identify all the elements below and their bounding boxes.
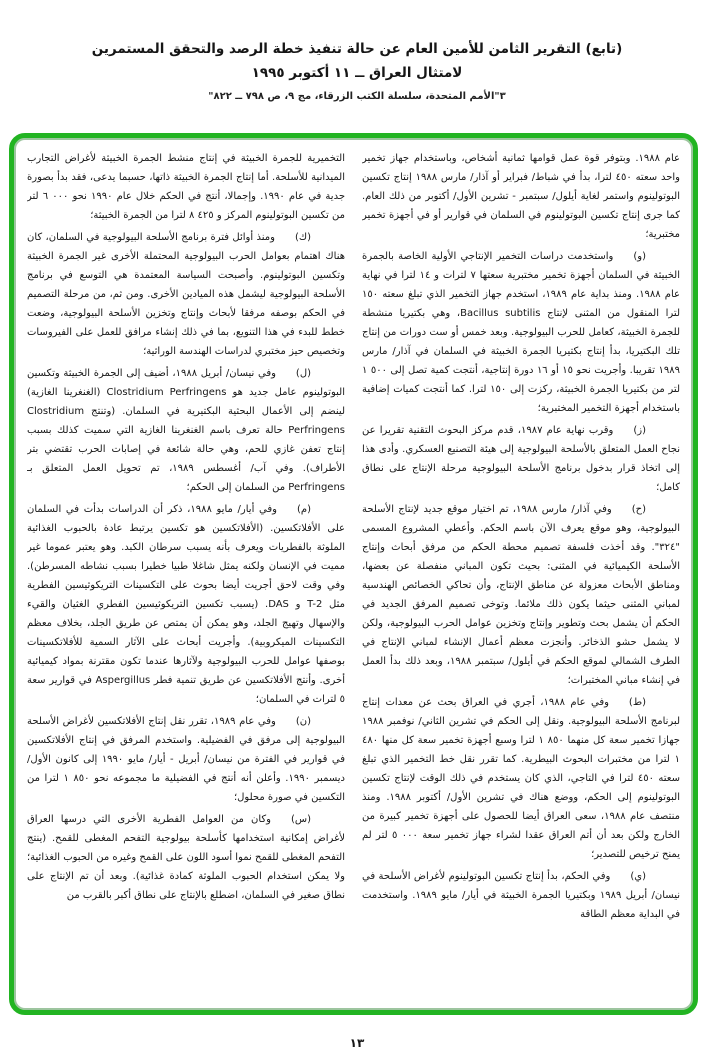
page-number: ١٣: [349, 1036, 365, 1050]
column-right: [362, 149, 680, 1000]
paragraph-tta: (ط) وفي عام ١٩٨٨، أجري في العراق بحث عن معدات إنتاج لبرنامج الأسلحة البيولوجية. ونقل إلى الحكم في تشرين الثاني/ نوفمبر ١٩٨٨ جهازا تخمير سعة كل منهما ٨٥٠ ١ لترا وسبع أجهزة تخمير سعة كل منها ٤٨٠ ١ لترا من مختبرات البحوث البيطرية. كما تقرر نقل خط التخمير الذي تبلغ سعته ٤٥٠ لترا في التاجي، الذي كان يستخدم في ذلك الوقت لإنتاج تكسين البوتولينوم إلى الحكم، ووضع هناك في تشرين الأول/ أكتوبر ١٩٨٨. ومنذ منتصف عام ١٩٨٨، سعى العراق أيضا للحصول على أجهزة تخمير كبيرة من الخارج ولكن بعد أن أتم العراق عقدا لشراء جهاز تخمير سعة ٠٠٠ ٥ لتر لم يمنح ترخيص للتصدير؛: [362, 697, 680, 860]
paragraph-sin: (س) وكان من العوامل الفطرية الأخرى التي درسها العراق لأغراض إمكانية استخدامها كأسلحة بيولوجية التفحم المغطى للقمح. (ينتج التفحم المغطى للقمح نموا أسود اللون على القمح وغيره من الحبوب الغذائية؛ ولا يمكن استخدام الحبوب الملوثة كمادة غذائية). وبعد أن تم الإنتاج على نطاق صغير في السلمان، اضطلع بالإنتاج على نطاق أكبر بالقرب من: [27, 814, 345, 901]
source-citation: ٣"الأمم المتحدة، سلسلة الكتب الزرقاء، مج ٩، ص ٧٩٨ ــ ٨٢٢": [208, 91, 506, 103]
two-column-text-area: [27, 149, 680, 1000]
page-header: [0, 40, 714, 102]
paragraph-waw: (و) واستخدمت دراسات التخمير الإنتاجي الأولية الخاصة بالجمرة الخبيثة في السلمان أجهزة تخمير مختبرية سعتها ٧ لترات و ١٤ لترا في نهاية عام ١٩٨٨. ومنذ بداية عام ١٩٨٩، استخدم جهاز التخمير الذي تبلغ سعته ١٥٠ لترا المنقول من المثنى لإنتاج Bacillus subtilis، وهي بكتيريا منشطة للجمرة الخبيثة، كعامل للحرب البيولوجية. وبعد خمس أو ست دورات من إنتاج تلك البكتيريا، بدأ إنتاج بكتيريا الجمرة الخبيثة في السلمان في آذار/ مارس ١٩٨٩ تقريبا. وأجريت نحو ١٥ أو ١٦ دورة إنتاجية، أنتجت كمية تصل إلى ٥٠٠ ١ لتر من بكتيريا الجمرة الخبيثة، ركزت إلى ١٥٠ لترا. كما أنتجت كميات إضافية باستخدام أجهزة التخمير المختبرية؛: [362, 251, 680, 414]
paragraph-continuation: التخميرية للجمرة الخبيثة في إنتاج منشط الجمرة الخبيثة لأغراض التجارب الميدانية للأسلحة. أما إنتاج الجمرة الخبيثة ذاتها، حسبما يدعى، فقد بدأ بصورة جدية في عام ١٩٩٠. وإجمالا، أنتج في الحكم خلال عام ١٩٩٠ نحو ٠٠٠ ٦ لتر من تكسين البوتولينوم المركز و ٤٢٥ ٨ لترا من الجمرة الخبيثة؛: [27, 153, 345, 221]
column-left: [27, 149, 345, 1000]
report-title-line-1: (تابع) التقرير الثامن للأمين العام عن حالة تنفيذ خطة الرصد والتحقق المستمرين: [91, 41, 623, 57]
paragraph-hha: (ح) وفي آذار/ مارس ١٩٨٨، تم اختيار موقع جديد لإنتاج الأسلحة البيولوجية، وهو موقع يعرف الآن باسم الحكم. وأعطي المشروع المسمى "٣٢٤". وقد أخذت فلسفة تصميم محطة الحكم من مرفق أبحاث وإنتاج الأسلحة الكيميائية في المثنى: بحيث تكون المباني منفصلة عن بعضها، ومناطق الأبحاث معزولة عن مناطق الإنتاج، وأن تحاكي الخصائص الهندسية لمباني المثنى حيثما يكون ذلك ملائما. وتوخى تصميم المرفق الجديد في الحكم أن يشمل بحث وتطوير وإنتاج وتخزين عوامل الحرب البيولوجية، ولكن لا يشمل حشو الذخائر. وأنجزت معظم أعمال الإنشاء لمباني الإنتاج في الطرف الشمالي لموقع الحكم في أيلول/ سبتمبر ١٩٨٨، وبعد ذلك بدأ العمل في إنشاء مباني المختبرات؛: [362, 504, 680, 686]
report-title-line-2: لامتثال العراق ــ ١١ أكتوبر ١٩٩٥: [251, 65, 463, 82]
green-border-frame: [9, 133, 698, 1015]
paragraph-kaf: (ك) ومنذ أوائل فترة برنامج الأسلحة البيولوجية في السلمان، كان هناك اهتمام بعوامل الحرب البيولوجية المحتملة الأخرى غير الجمرة الخبيثة وتكسين البوتولينوم. وأصبحت السياسة المعتمدة هي التوسع في برنامج الأسلحة البيولوجية ليشمل هذه الميادين الأخرى. ومن ثم، من مرحلة التصميم في الحكم بوصفه مرفقا لأبحاث وإنتاج وتخزين الأسلحة البيولوجية، وضعت خطط للبدء في هذا التنويع، بما في ذلك إنشاء مرافق للعمل على الفيروسات وتخصيص حيز مختبري لدراسات الهندسة الوراثية؛: [27, 232, 345, 357]
paragraph-ya: (ي) وفي الحكم، بدأ إنتاج تكسين البوتولينوم لأغراض الأسلحة في نيسان/ أبريل ١٩٨٩ وبكتيريا الجمرة الخبيثة في أيار/ مايو ١٩٨٩. واستخدمت في البداية معظم الطاقة: [362, 871, 680, 920]
paragraph-zay: (ز) وقرب نهاية عام ١٩٨٧، قدم مركز البحوث التقنية تقريرا عن نجاح العمل المتعلق بالأسلحة البيولوجية إلى هيئة التصنيع العسكري. وأدى هذا إلى اتخاذ قرار بدخول برنامج الأسلحة البيولوجية مرحلة الإنتاج على نطاق كامل؛: [362, 425, 680, 493]
paragraph-nun: (ن) وفي عام ١٩٨٩، تقرر نقل إنتاج الأفلاتكسين لأغراض الأسلحة البيولوجية إلى مرفق في الفضيلية. واستخدم المرفق في إنتاج الأفلاتكسين في قوارير في الفترة من نيسان/ أبريل - أيار/ مايو ١٩٩٠ إلى كانون الأول/ ديسمبر ١٩٩٠. وأعلن أنه أنتج في الفضيلية ما مجموعه نحو ٨٥٠ ١ لترا من التكسين في صورة محلول؛: [27, 716, 345, 803]
paragraph-lam: (ل) وفي نيسان/ أبريل ١٩٨٨، أضيف إلى الجمرة الخبيثة وتكسين البوتولينوم عامل جديد هو Clostridium Perfringens (الغنغرينا الغازية) لينضم إلى الأعمال البحثية البكتيرية في السلمان. (وتنتج Clostridium Perfringens حالة تعرف باسم الغنغرينا الغازية التي سميت كذلك بسبب إنتاج تعفن غازي للحم، وهي حالة شائعة في إصابات الحرب تقتضي بتر الأطراف). وفي آب/ أغسطس ١٩٨٩، تم تحويل العمل المتعلق بـ Perfringens من السلمان إلى الحكم؛: [27, 368, 345, 493]
paragraph-mim: (م) وفي أيار/ مايو ١٩٨٨، ذكر أن الدراسات بدأت في السلمان على الأفلاتكسين. (الأفلاتكسين هو تكسين يرتبط عادة بالحبوب الغذائية الملوثة بالفطريات ويعرف بأنه يسبب سرطان الكبد. وهو يعتبر عموما غير مميت في الإنسان ولكنه يمثل شاغلا طبيا خطيرا بسبب نشاطه المسرطن). وفي وقت لاحق أجريت أيضا بحوث على التكسينات التريكوثيسين الفطرية مثل T-2 و DAS. (يسبب تكسين التريكوثيسين الفطري الغثيان والقيء والإسهال وتهيج الجلد، وهو يمكن أن يمتص عن طريق الجلد، بخلاف معظم التكسينات الميكروبية). وأجريت أبحاث على الآثار السمية للأفلاتكسينات بوصفها عوامل للحرب البيولوجية ولآثارها عندما تكون مقترنة بمواد كيميائية أخرى. وأنتج الأفلاتكسين عن طريق تنمية فطر Aspergillus في قوارير سعة ٥ لترات في السلمان؛: [27, 504, 345, 705]
paragraph-continuation: عام ١٩٨٨. وبتوفر قوة عمل قوامها ثمانية أشخاص، وباستخدام جهاز تخمير واحد سعته ٤٥٠ لترا، بدأ في شباط/ فبراير أو آذار/ مارس ١٩٨٨ إنتاج تكسين البوتولينوم واستمر لغاية أيلول/ سبتمبر - تشرين الأول/ أكتوبر من ذلك العام. كما جرى إنتاج تكسين البوتولينوم في السلمان في قوارير أو في أجهزة تخمير مختبرية؛: [362, 153, 680, 240]
